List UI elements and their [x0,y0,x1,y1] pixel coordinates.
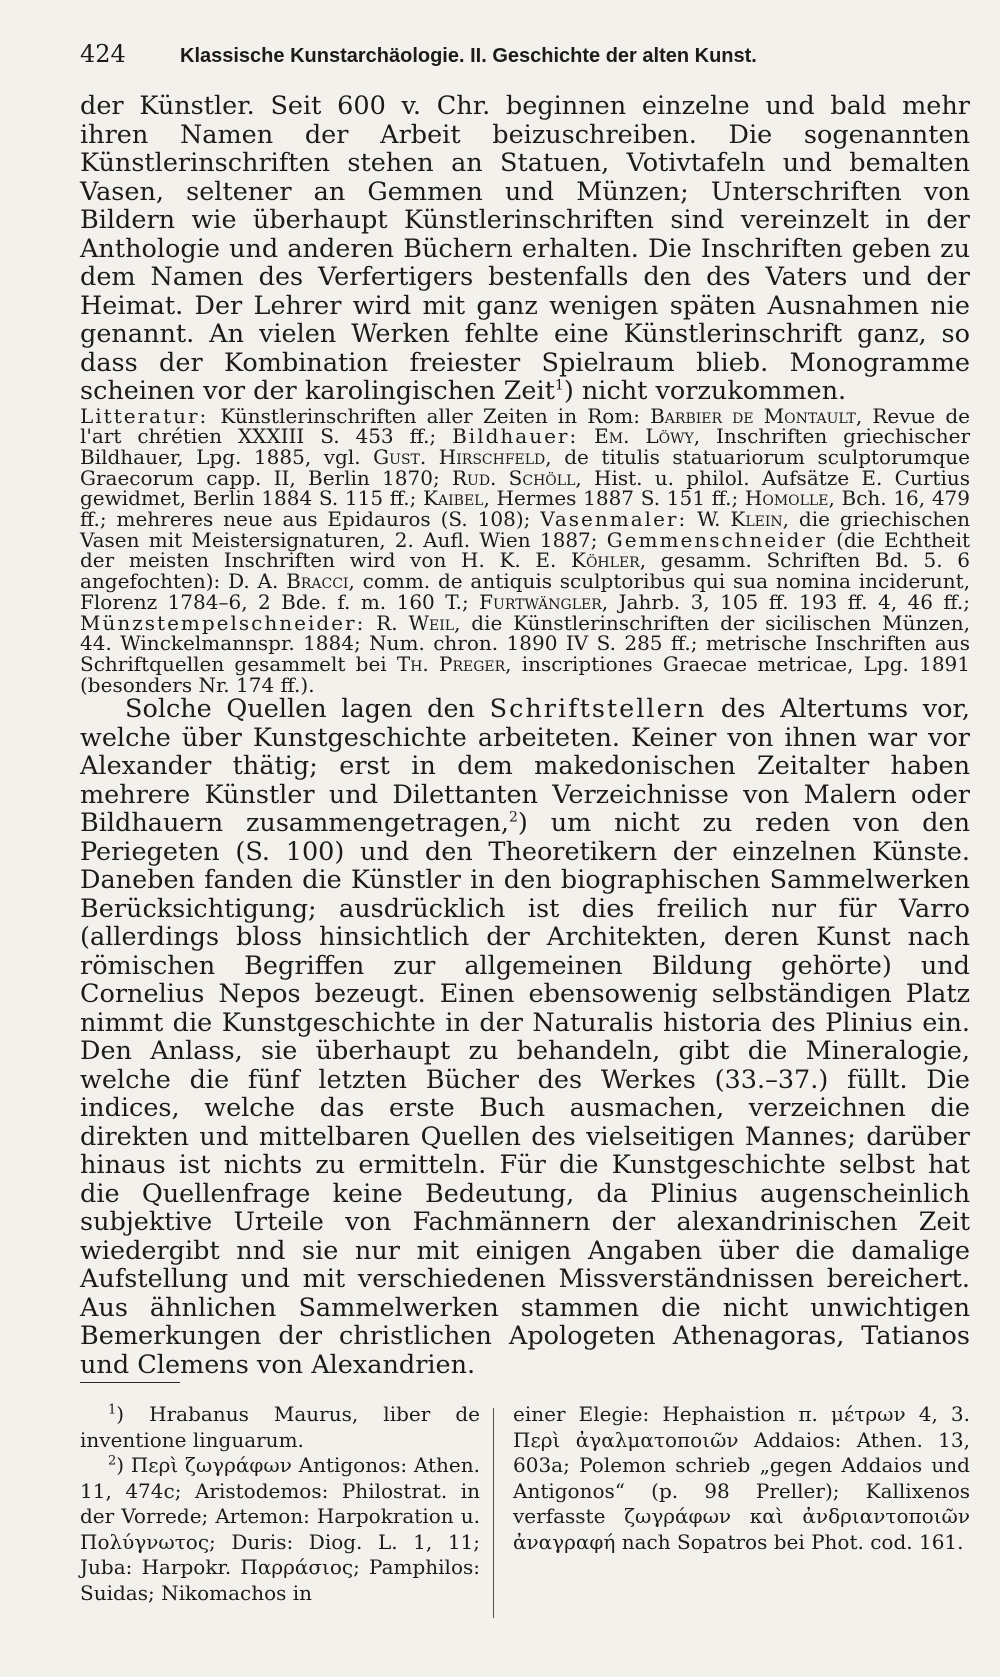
footnote-rule [80,1382,180,1383]
footnote-2-continued: einer Elegie: Hephaistion π. μέτρων 4, 3. Περὶ ἀγαλματοποιῶν Addaios: Athen. 13, 603a; Polemon schrieb „gegen Addaios und Antigonos“ (p. 98 Preller); Kallixenos verfasste ζωγράφων καὶ ἀνδριαντοποιῶν ἀναγραφή nach Sopatros bei Phot. cod. 161. [513,1402,970,1554]
footnotes-left-column [80,1402,480,1606]
footnote-column-divider [493,1408,494,1618]
page-number: 424 [80,40,126,68]
footnote-1: $^1$) Hrabanus Maurus, liber de inventione linguarum. [80,1402,480,1452]
main-text [80,92,970,1379]
footnote-ref-2: 2 [508,809,518,826]
footnote-2: $^2$) Περὶ ζωγράφων Antigonos: Athen. 11, 474c; Aristodemos: Philostrat. in der Vorrede; Artemon: Harpokration u. Πολύγνωτος; Duris: Diog. L. 1, 11; Juba: Harpokr. Παρράσιος; Pamphilos: Suidas; Nikomachos in [80,1453,480,1605]
running-title: Klassische Kunstarchäologie. II. Geschichte der alten Kunst. [180,45,757,67]
paragraph-artist-inscriptions: der Künstler. Seit 600 v. Chr. beginnen einzelne und bald mehr ihren Namen der Arbeit beizuschreiben. Die sogenannten Künstlerinschriften stehen an Statuen, Votivtafeln und bemalten Vasen, seltener an Gemmen und Münzen; Unterschriften von Bildern wie überhaupt Künstlerinschriften sind vereinzelt in der Anthologie und anderen Büchern erhalten. Die Inschriften geben zu dem Namen des Verfertigers bestenfalls den des Vaters und der Heimat. Der Lehrer wird mit ganz wenigen späten Ausnahmen nie genannt. An vielen Werken fehlte eine Künstlerinschrift ganz, so dass der Kombination freiester Spielraum blieb. Monogramme scheinen vor der karolingischen Zeit$^1$) nicht vorzukommen. [80,91,970,406]
literature-note: Litteratur: Künstlerinschriften aller Zeiten in Rom: Barbier de Montault, Revue de l'art chrétien XXXIII S. 453 ff.; Bildhauer: Em. Löwy, Inschriften griechischer Bildhauer, Lpg. 1885, vgl. Gust. Hirschfeld, de titulis statuariorum sculptorumque Graecorum capp. II, Berlin 1870; Rud. Schöll, Hist. u. philol. Aufsätze E. Curtius gewidmet, Berlin 1884 S. 115 ff.; Kaibel, Hermes 1887 S. 151 ff.; Homolle, Bch. 16, 479 ff.; mehreres neue aus Epidauros (S. 108); Vasenmaler: W. Klein, die griechischen Vasen mit Meistersignaturen, 2. Aufl. Wien 1887; Gemmenschneider (die Echtheit der meisten Inschriften wird von H. K. E. Köhler, gesamm. Schriften Bd. 5. 6 angefochten): D. A. Bracci, comm. de antiquis sculptoribus qui sua nomina inciderunt, Florenz 1784–6, 2 Bde. f. m. 160 T.; Furtwängler, Jahrb. 3, 105 ff. 193 ff. 4, 46 ff.; Münzstempelschneider: R. Weil, die Künstlerinschriften der sicilischen Münzen, 44. Winckelmannspr. 1884; Num. chron. 1890 IV S. 285 ff.; metrische Inschriften aus Schriftquellen gesammelt bei Th. Preger, inscriptiones Graecae metricae, Lpg. 1891 (besonders Nr. 174 ff.). [80,403,971,697]
paragraph-writers: Solche Quellen lagen den Schriftstellern des Altertums vor, welche über Kunstgeschichte arbeiteten. Keiner von ihnen war vor Alexander thätig; erst in dem makedonischen Zeitalter haben mehrere Künstler und Dilettanten Verzeichnisse von Malern oder Bildhauern zusammengetragen,$^2$) um nicht zu reden von den Periegeten (S. 100) und den Theoretikern der einzelnen Künste. Daneben fanden die Künstler in den biographischen Sammelwerken Berücksichtigung; ausdrücklich ist dies freilich nur für Varro (allerdings bloss hinsichtlich der Architekten, deren Kunst nach römischen Begriffen zur allgemeinen Bildung gehörte) und Cornelius Nepos bezeugt. Einen ebensowenig selbständigen Platz nimmt die Kunstgeschichte in der Naturalis historia des Plinius ein. Den Anlass, sie überhaupt zu behandeln, gibt die Mineralogie, welche die fünf letzten Bücher des Werkes (33.–37.) füllt. Die indices, welche das erste Buch ausmachen, verzeichnen die direkten und mittelbaren Quellen des vielseitigen Mannes; darüber hinaus ist nichts zu ermitteln. Für die Kunstgeschichte selbst hat die Quellenfrage keine Bedeutung, da Plinius augenscheinlich subjektive Urteile von Fachmännern der alexandrinischen Zeit wiedergibt nnd sie nur mit einigen Angaben über die damalige Aufstellung und mit verschiedenen Missverständnissen bereichert. Aus ähnlichen Sammelwerken stammen die nicht unwichtigen Bemerkungen der christlichen Apologeten Athenagoras, Tatianos und Clemens von Alexandrien. [80,694,970,1380]
footnotes-right-column [513,1402,970,1555]
running-header [80,34,880,74]
footnote-ref-1: 1 [554,377,564,394]
footnotes [80,1402,970,1642]
